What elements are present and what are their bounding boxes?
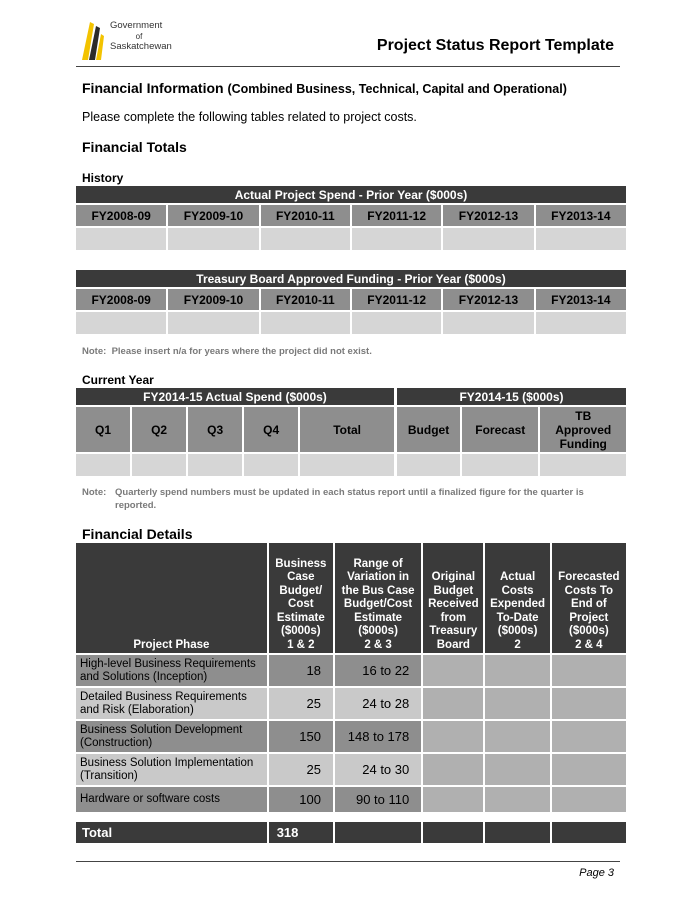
original-budget-cell[interactable] [423, 754, 483, 785]
spend-cell[interactable] [300, 454, 394, 476]
forecast-header: Forecast [462, 407, 538, 452]
treasury-funding-cell[interactable] [443, 312, 533, 334]
actual-costs-cell[interactable] [485, 787, 549, 812]
header-line: Range of [353, 557, 403, 570]
year-header: FY2009-10 [168, 289, 258, 310]
treasury-funding-cell[interactable] [76, 312, 166, 334]
year-header: FY2011-12 [352, 205, 441, 226]
header-line: 2 & 3 [364, 638, 392, 651]
header-line: Business [275, 557, 327, 570]
current-budget-table [395, 386, 628, 478]
forecast-costs-cell[interactable] [552, 721, 626, 752]
actual-costs-cell[interactable] [485, 688, 549, 719]
header-line: ($000s) [497, 625, 538, 637]
quarter-header: Q4 [244, 407, 298, 452]
year-header: FY2011-12 [352, 289, 441, 310]
logo-line-3: Saskatchewan [110, 40, 172, 52]
year-header: FY2013-14 [536, 289, 626, 310]
header-line: Treasury [429, 625, 478, 637]
header-line: 1 & 2 [287, 638, 315, 651]
treasury-funding-cell[interactable] [168, 312, 258, 334]
range-cell[interactable]: 16 to 22 [335, 655, 421, 686]
note-label: Note: [82, 346, 107, 357]
table-row [76, 721, 626, 752]
government-logo [80, 18, 180, 66]
header-line: Estimate [354, 611, 403, 624]
wheat-icon [80, 18, 110, 62]
header-line: ($000s) [569, 625, 609, 637]
treasury-funding-title: Treasury Board Approved Funding - Prior Year ($000s) [76, 270, 626, 287]
header-line: Project [569, 611, 609, 624]
header-line: Costs To [564, 584, 614, 597]
year-header: FY2010-11 [261, 205, 350, 226]
range-cell[interactable]: 90 to 110 [335, 787, 421, 812]
header-line: Forecasted [558, 571, 620, 583]
actual-spend-cell[interactable] [261, 228, 350, 250]
year-header: FY2012-13 [443, 205, 533, 226]
original-budget-cell[interactable] [423, 721, 483, 752]
header-line: Actual [500, 571, 536, 583]
financial-details-table [74, 541, 628, 845]
financial-info-title: Financial Information [82, 80, 224, 96]
header-line: Cost [288, 598, 314, 610]
tb-line: Funding [559, 436, 607, 451]
table-row [76, 754, 626, 785]
quarter-header: Q2 [132, 407, 186, 452]
year-header: FY2009-10 [168, 205, 258, 226]
actual-costs-cell[interactable] [485, 721, 549, 752]
budget-cell[interactable] [397, 454, 460, 476]
header-line: Estimate [276, 611, 325, 624]
note-text: Please insert n/a for years where the project did not exist. [111, 346, 372, 357]
spend-cell[interactable] [76, 454, 130, 476]
header-line: ($000s) [281, 625, 321, 637]
phase-cell: Business Solution Implementation (Transition) [76, 754, 267, 785]
spend-cell[interactable] [244, 454, 298, 476]
financial-totals-heading: Financial Totals [82, 139, 187, 155]
treasury-funding-cell[interactable] [261, 312, 350, 334]
budget-header: Budget [397, 407, 460, 452]
header-line: 2 & 4 [575, 638, 603, 651]
total-label: Total [76, 822, 267, 843]
tb-funding-cell[interactable] [540, 454, 626, 476]
year-header: FY2010-11 [261, 289, 350, 310]
header-line: To-Date [496, 611, 539, 624]
estimate-cell[interactable]: 25 [269, 754, 333, 785]
tb-line: TB [575, 408, 592, 423]
financial-info-subtitle: (Combined Business, Technical, Capital and Operational) [227, 82, 567, 96]
year-header: FY2012-13 [443, 289, 533, 310]
header-line: Costs [501, 584, 534, 597]
estimate-cell[interactable]: 18 [269, 655, 333, 686]
year-header: FY2008-09 [76, 205, 166, 226]
original-budget-cell[interactable] [423, 787, 483, 812]
header-line: from [440, 611, 467, 624]
range-cell[interactable]: 24 to 28 [335, 688, 421, 719]
current-budget-title: FY2014-15 ($000s) [397, 388, 626, 405]
current-year-note [82, 487, 617, 512]
history-label: History [82, 171, 124, 185]
actual-costs-cell[interactable] [485, 754, 549, 785]
spend-cell[interactable] [132, 454, 186, 476]
header-line: Budget [433, 584, 474, 597]
actual-spend-cell[interactable] [168, 228, 258, 250]
table-row [76, 787, 626, 812]
phase-cell: Business Solution Development (Construction) [76, 721, 267, 752]
history-note [82, 346, 372, 357]
phase-cell: Hardware or software costs [76, 787, 267, 812]
note-label: Note: [82, 487, 107, 498]
treasury-funding-cell[interactable] [536, 312, 626, 334]
header-line: Budget/ [279, 584, 323, 597]
actual-spend-cell[interactable] [536, 228, 626, 250]
total-cell [552, 822, 626, 843]
actual-spend-cell[interactable] [443, 228, 533, 250]
total-cell [335, 822, 421, 843]
phase-header: Project Phase [76, 543, 267, 653]
phase-cell: High-level Business Requirements and Solutions (Inception) [76, 655, 267, 686]
header-line: Board [436, 638, 470, 651]
header-line: Original [431, 571, 476, 583]
original-budget-cell[interactable] [423, 688, 483, 719]
header-rule [76, 66, 620, 67]
tb-funding-header [540, 407, 626, 452]
quarter-header: Q3 [188, 407, 242, 452]
table-row [76, 655, 626, 686]
quarter-header: Q1 [76, 407, 130, 452]
header-line: Variation in [347, 571, 410, 583]
current-spend-title: FY2014-15 Actual Spend ($000s) [76, 388, 394, 405]
header-line: Budget/Cost [343, 598, 413, 610]
total-header: Total [300, 407, 394, 452]
actual-spend-table [74, 184, 628, 252]
forecast-costs-cell[interactable] [552, 787, 626, 812]
actual-spend-cell[interactable] [76, 228, 166, 250]
header-line: the Bus Case [341, 584, 415, 597]
actual-costs-header [485, 543, 549, 653]
forecast-costs-header [552, 543, 626, 653]
intro-text: Please complete the following tables related to project costs. [82, 110, 417, 124]
total-value: 318 [269, 822, 333, 843]
header-line: Expended [490, 598, 546, 610]
header-line: ($000s) [358, 625, 398, 637]
logo-line-1: Government [110, 20, 163, 31]
estimate-cell[interactable]: 100 [269, 787, 333, 812]
range-cell[interactable]: 148 to 178 [335, 721, 421, 752]
treasury-funding-table [74, 268, 628, 336]
actual-spend-cell[interactable] [352, 228, 441, 250]
forecast-costs-cell[interactable] [552, 655, 626, 686]
spend-cell[interactable] [188, 454, 242, 476]
total-cell [485, 822, 549, 843]
forecast-costs-cell[interactable] [552, 688, 626, 719]
footer-rule [76, 861, 620, 862]
table-row [76, 688, 626, 719]
actual-spend-title: Actual Project Spend - Prior Year ($000s) [76, 186, 626, 203]
business-case-header [269, 543, 333, 653]
note-text: Quarterly spend numbers must be updated in each status report until a finalized figure for the quarter is reported. [115, 487, 584, 511]
original-budget-header [423, 543, 483, 653]
header-line: Received [428, 598, 479, 610]
tb-line: Approved [555, 422, 612, 437]
financial-info-heading [82, 80, 567, 96]
forecast-cell[interactable] [462, 454, 538, 476]
financial-details-heading: Financial Details [82, 526, 193, 542]
total-cell [423, 822, 483, 843]
document-title: Project Status Report Template [376, 37, 614, 54]
estimate-cell[interactable]: 25 [269, 688, 333, 719]
current-spend-table [74, 386, 396, 478]
range-header [335, 543, 421, 653]
logo-line-2: of [135, 31, 143, 41]
actual-costs-cell[interactable] [485, 655, 549, 686]
forecast-costs-cell[interactable] [552, 754, 626, 785]
current-year-label: Current Year [82, 373, 154, 387]
range-cell[interactable]: 24 to 30 [335, 754, 421, 785]
total-row [76, 822, 626, 843]
treasury-funding-cell[interactable] [352, 312, 441, 334]
header-line: End of [570, 598, 607, 610]
header-line: Case [287, 571, 315, 583]
year-header: FY2013-14 [536, 205, 626, 226]
page-number: Page 3 [579, 867, 614, 879]
year-header: FY2008-09 [76, 289, 166, 310]
original-budget-cell[interactable] [423, 655, 483, 686]
estimate-cell[interactable]: 150 [269, 721, 333, 752]
phase-cell: Detailed Business Requirements and Risk (Elaboration) [76, 688, 267, 719]
header-line: 2 [514, 638, 521, 651]
